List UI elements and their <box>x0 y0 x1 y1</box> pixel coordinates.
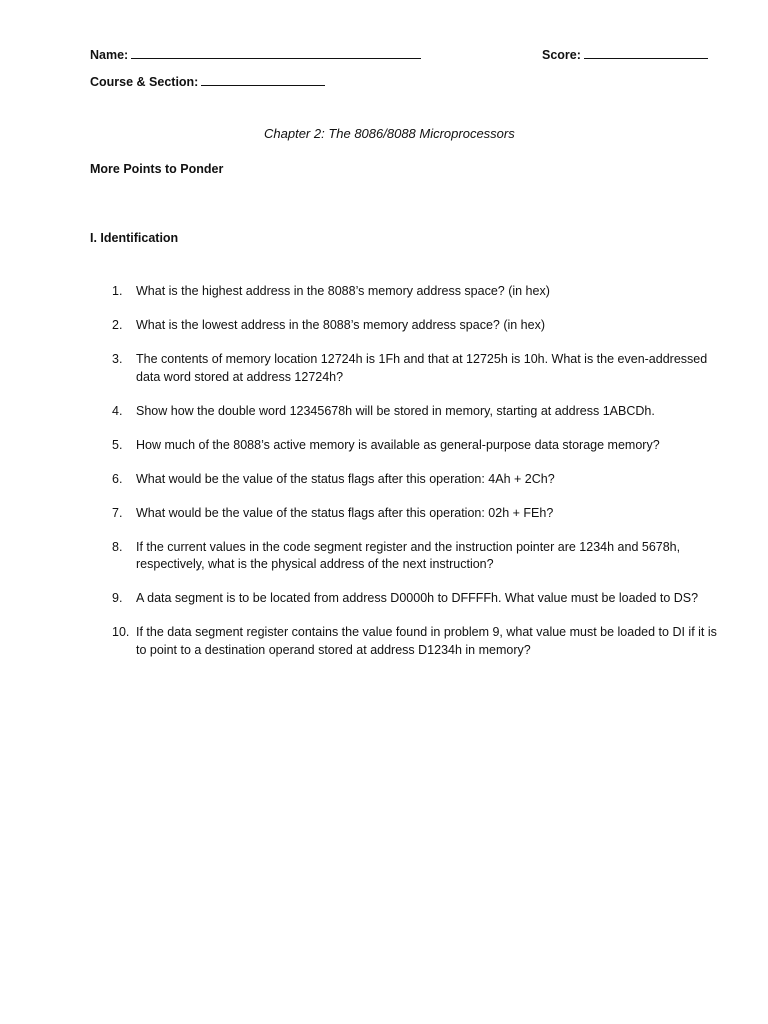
question-number: 5. <box>112 437 123 452</box>
question-text: The contents of memory location 12724h is 1Fh and that at 12725h is 10h. What is the even-addressed data word stored at address 12724h? <box>136 352 708 384</box>
course-section-label: Course & Section: <box>90 75 199 89</box>
question-text: What would be the value of the status flags after this operation: 02h + FEh? <box>136 505 554 520</box>
question-list <box>112 283 722 676</box>
name-field[interactable] <box>90 47 421 62</box>
question-item <box>112 283 722 301</box>
question-number: 9. <box>112 591 123 605</box>
question-text: If the current values in the code segment register and the instruction pointer are 1234h and 5678h, respectively, what is the physical address of the next instruction? <box>136 539 681 571</box>
question-number: 4. <box>112 403 123 418</box>
question-number: 7. <box>112 505 123 520</box>
name-label: Name: <box>90 48 129 62</box>
question-number: 6. <box>112 471 123 486</box>
course-section-blank-line[interactable] <box>201 74 325 86</box>
question-text: What is the highest address in the 8088’s memory address space? (in hex) <box>136 284 550 298</box>
question-text: What would be the value of the status flags after this operation: 4Ah + 2Ch? <box>136 471 555 486</box>
question-item <box>112 403 722 421</box>
question-number: 1. <box>112 284 123 298</box>
course-section-field[interactable] <box>90 74 325 89</box>
question-number: 3. <box>112 352 123 366</box>
question-item <box>112 505 722 523</box>
question-text: A data segment is to be located from address D0000h to DFFFFh. What value must be loaded to DS? <box>136 591 699 605</box>
question-item <box>112 317 722 335</box>
name-blank-line[interactable] <box>131 47 421 59</box>
question-item <box>112 539 722 574</box>
score-blank-line[interactable] <box>584 47 708 59</box>
question-text: If the data segment register contains the value found in problem 9, what value must be loaded to DI if it is to point to a destination operand stored at address D1234h in memory? <box>136 625 717 657</box>
subtitle: More Points to Ponder <box>90 162 224 176</box>
score-label: Score: <box>542 48 581 62</box>
question-item <box>112 351 722 386</box>
chapter-title: Chapter 2: The 8086/8088 Microprocessors <box>264 126 515 141</box>
question-item <box>112 624 722 659</box>
question-number: 2. <box>112 318 123 332</box>
question-number: 10. <box>112 625 130 639</box>
question-item <box>112 437 722 455</box>
question-text: How much of the 8088’s active memory is available as general-purpose data storage memory? <box>136 437 660 452</box>
question-item <box>112 471 722 489</box>
question-number: 8. <box>112 539 123 554</box>
score-field[interactable] <box>542 47 708 62</box>
question-text: Show how the double word 12345678h will be stored in memory, starting at address 1ABCDh. <box>136 403 655 418</box>
question-text: What is the lowest address in the 8088’s memory address space? (in hex) <box>136 318 545 332</box>
question-item <box>112 590 722 608</box>
section-heading: I. Identification <box>90 231 179 245</box>
